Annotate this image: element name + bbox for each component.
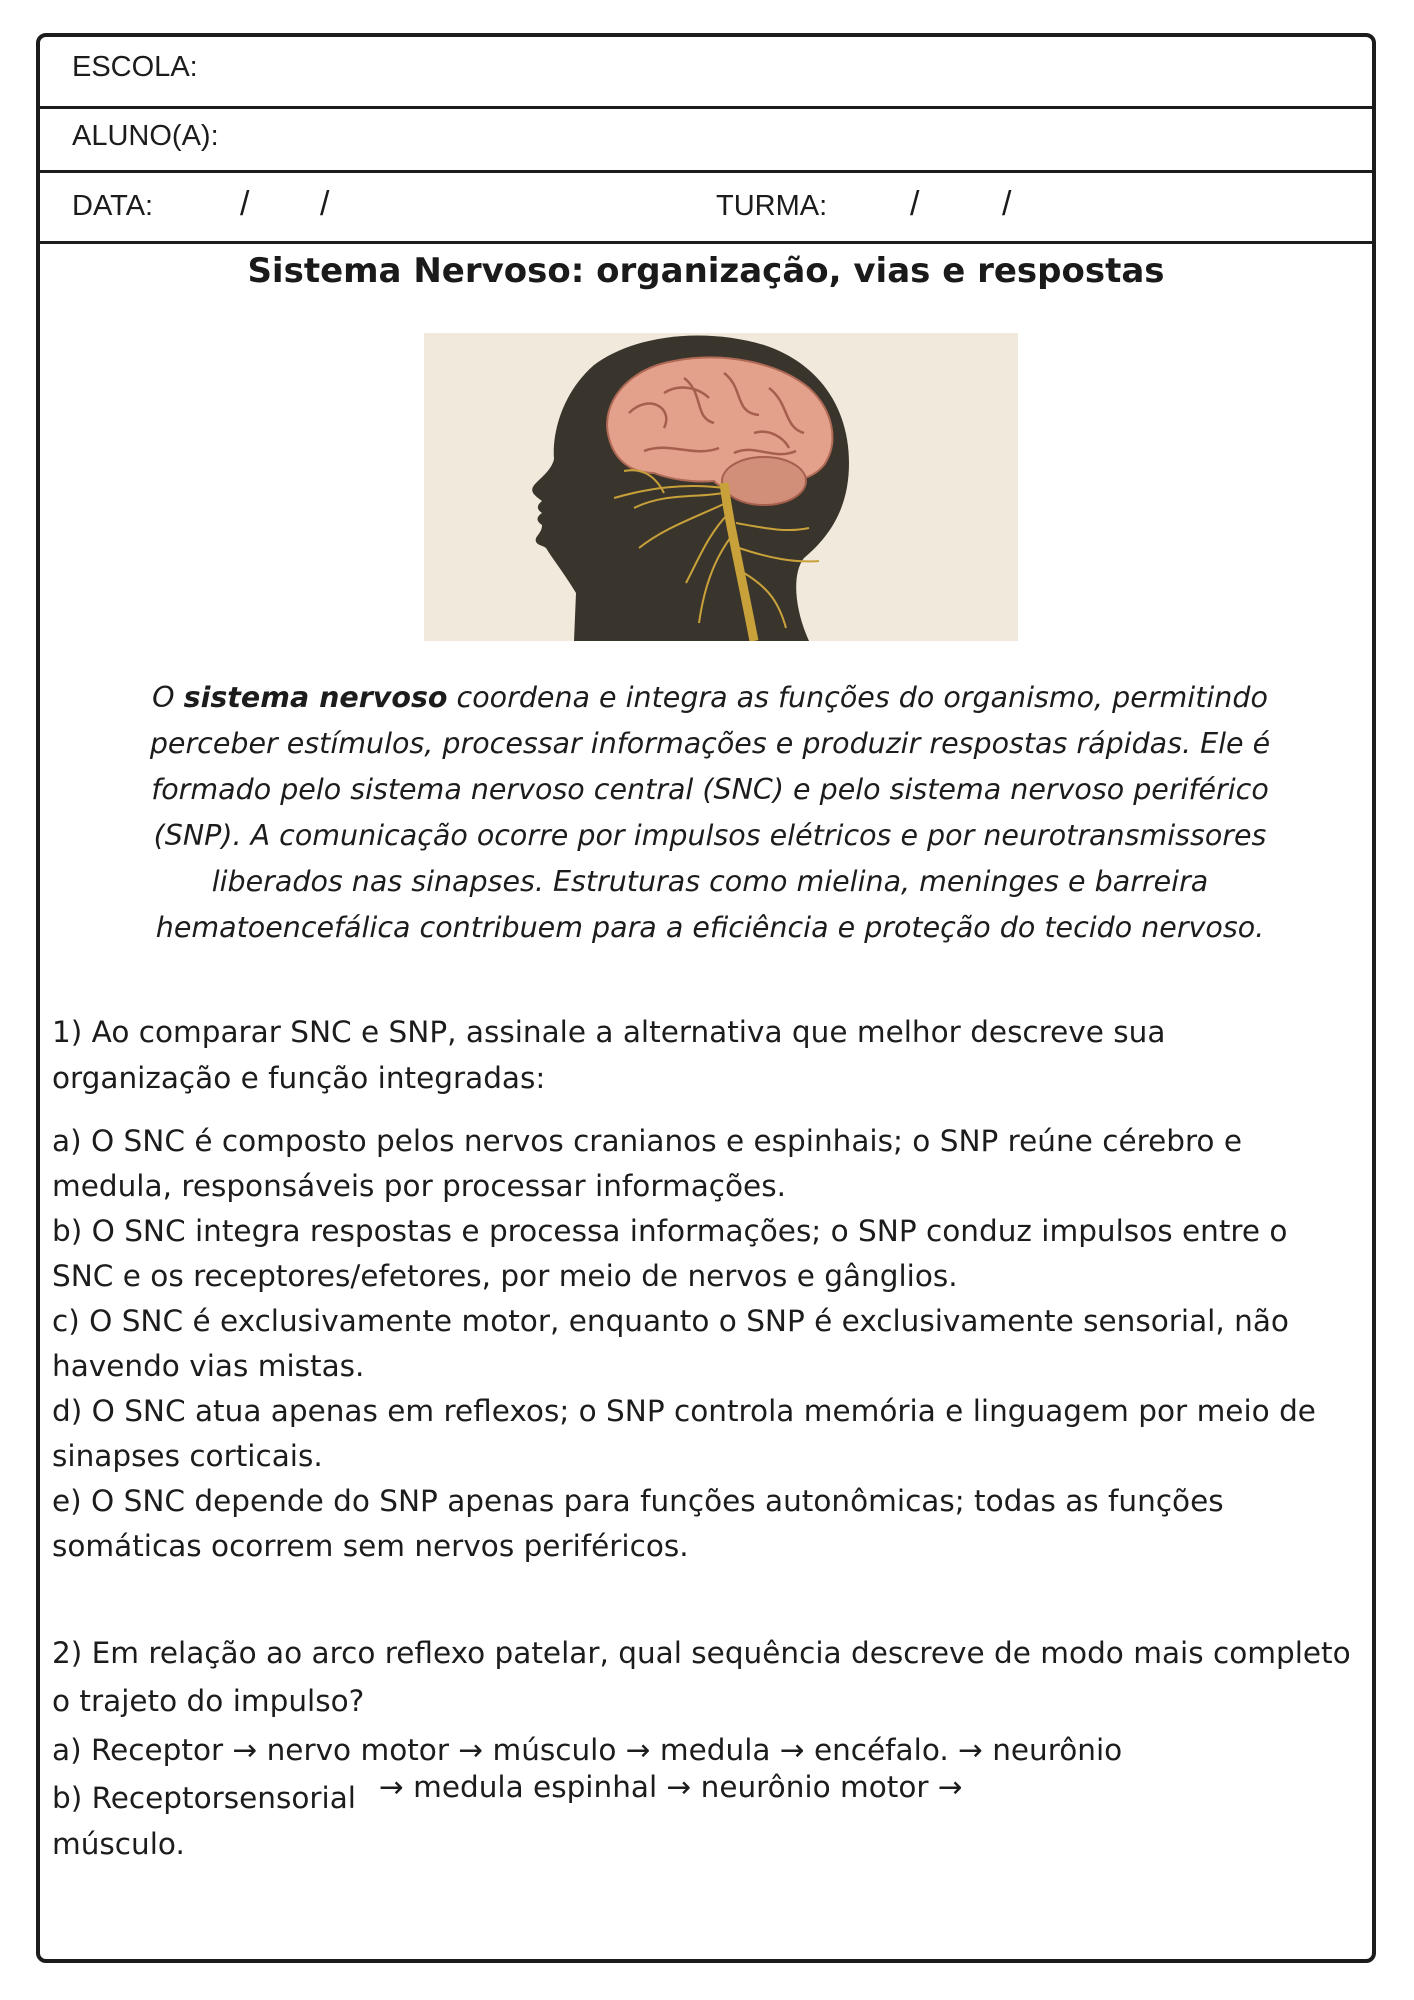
worksheet-title: Sistema Nervoso: organização, vias e respostas xyxy=(247,251,1165,291)
student-row xyxy=(40,109,1372,173)
question-1-option-a: a) O SNC é composto pelos nervos cranianos e espinhais; o SNP reúne cérebro e medula, responsáveis por processar informações. xyxy=(52,1124,1243,1203)
question-1-option-b: b) O SNC integra respostas e processa informações; o SNP conduz impulsos entre o SNC e os receptores/efetores, por meio de nervos e gânglios. xyxy=(52,1214,1288,1293)
school-row xyxy=(40,37,1372,109)
question-1-option-e: e) O SNC depende do SNP apenas para funções autonômicas; todas as funções somáticas ocorrem sem nervos periféricos. xyxy=(52,1484,1224,1563)
question-1-prompt: 1) Ao comparar SNC e SNP, assinale a alternativa que melhor descreve sua organização e função integradas: xyxy=(52,1015,1166,1095)
question-2-option-b-start: b) Receptorsensorial xyxy=(52,1781,357,1815)
question-2-option-b-end: músculo. xyxy=(52,1827,185,1861)
question-2-option-b-middle: → medula espinhal → neurônio motor → xyxy=(379,1770,963,1804)
question-1-option-d: d) O SNC atua apenas em reflexos; o SNP controla memória e linguagem por meio de sinapses corticais. xyxy=(52,1394,1316,1473)
question-2-prompt: 2) Em relação ao arco reflexo patelar, qual sequência descreve de modo mais completo o trajeto do impulso? xyxy=(52,1636,1351,1718)
intro-lead: O xyxy=(152,681,184,714)
intro-body: coordena e integra as funções do organismo, permitindo perceber estímulos, processar informações e produzir respostas rápidas. Ele é formado pelo sistema nervoso central (SNC) e pelo sistema nervoso periférico (SNP). A comunicação ocorre por impulsos elétricos e por neurotransmissores liberados nas sinapses. Estruturas como mielina, meninges e barreira hematoencefálica contribuem para a eficiência e proteção do tecido nervoso. xyxy=(149,681,1271,944)
class-slash: / xyxy=(910,185,920,223)
school-label: ESCOLA: xyxy=(72,51,198,83)
student-label: ALUNO(A): xyxy=(72,120,219,152)
question-1-option-c: c) O SNC é exclusivamente motor, enquanto o SNP é exclusivamente sensorial, não havendo vias mistas. xyxy=(52,1304,1289,1383)
class-label: TURMA: xyxy=(716,190,828,222)
class-slash: / xyxy=(1002,185,1012,223)
intro-bold-term: sistema nervoso xyxy=(183,681,448,714)
question-1-options xyxy=(52,1119,1352,1569)
intro-paragraph xyxy=(136,675,1284,951)
date-label: DATA: xyxy=(72,190,154,222)
date-slash: / xyxy=(240,185,250,223)
date-slash: / xyxy=(320,185,330,223)
question-2-option-a: a) Receptor → nervo motor → músculo → medula → encéfalo. → neurônio xyxy=(52,1733,1123,1767)
date-class-row xyxy=(40,173,1372,244)
worksheet-frame xyxy=(36,33,1376,1963)
brain-head-profile-icon xyxy=(424,333,1018,641)
